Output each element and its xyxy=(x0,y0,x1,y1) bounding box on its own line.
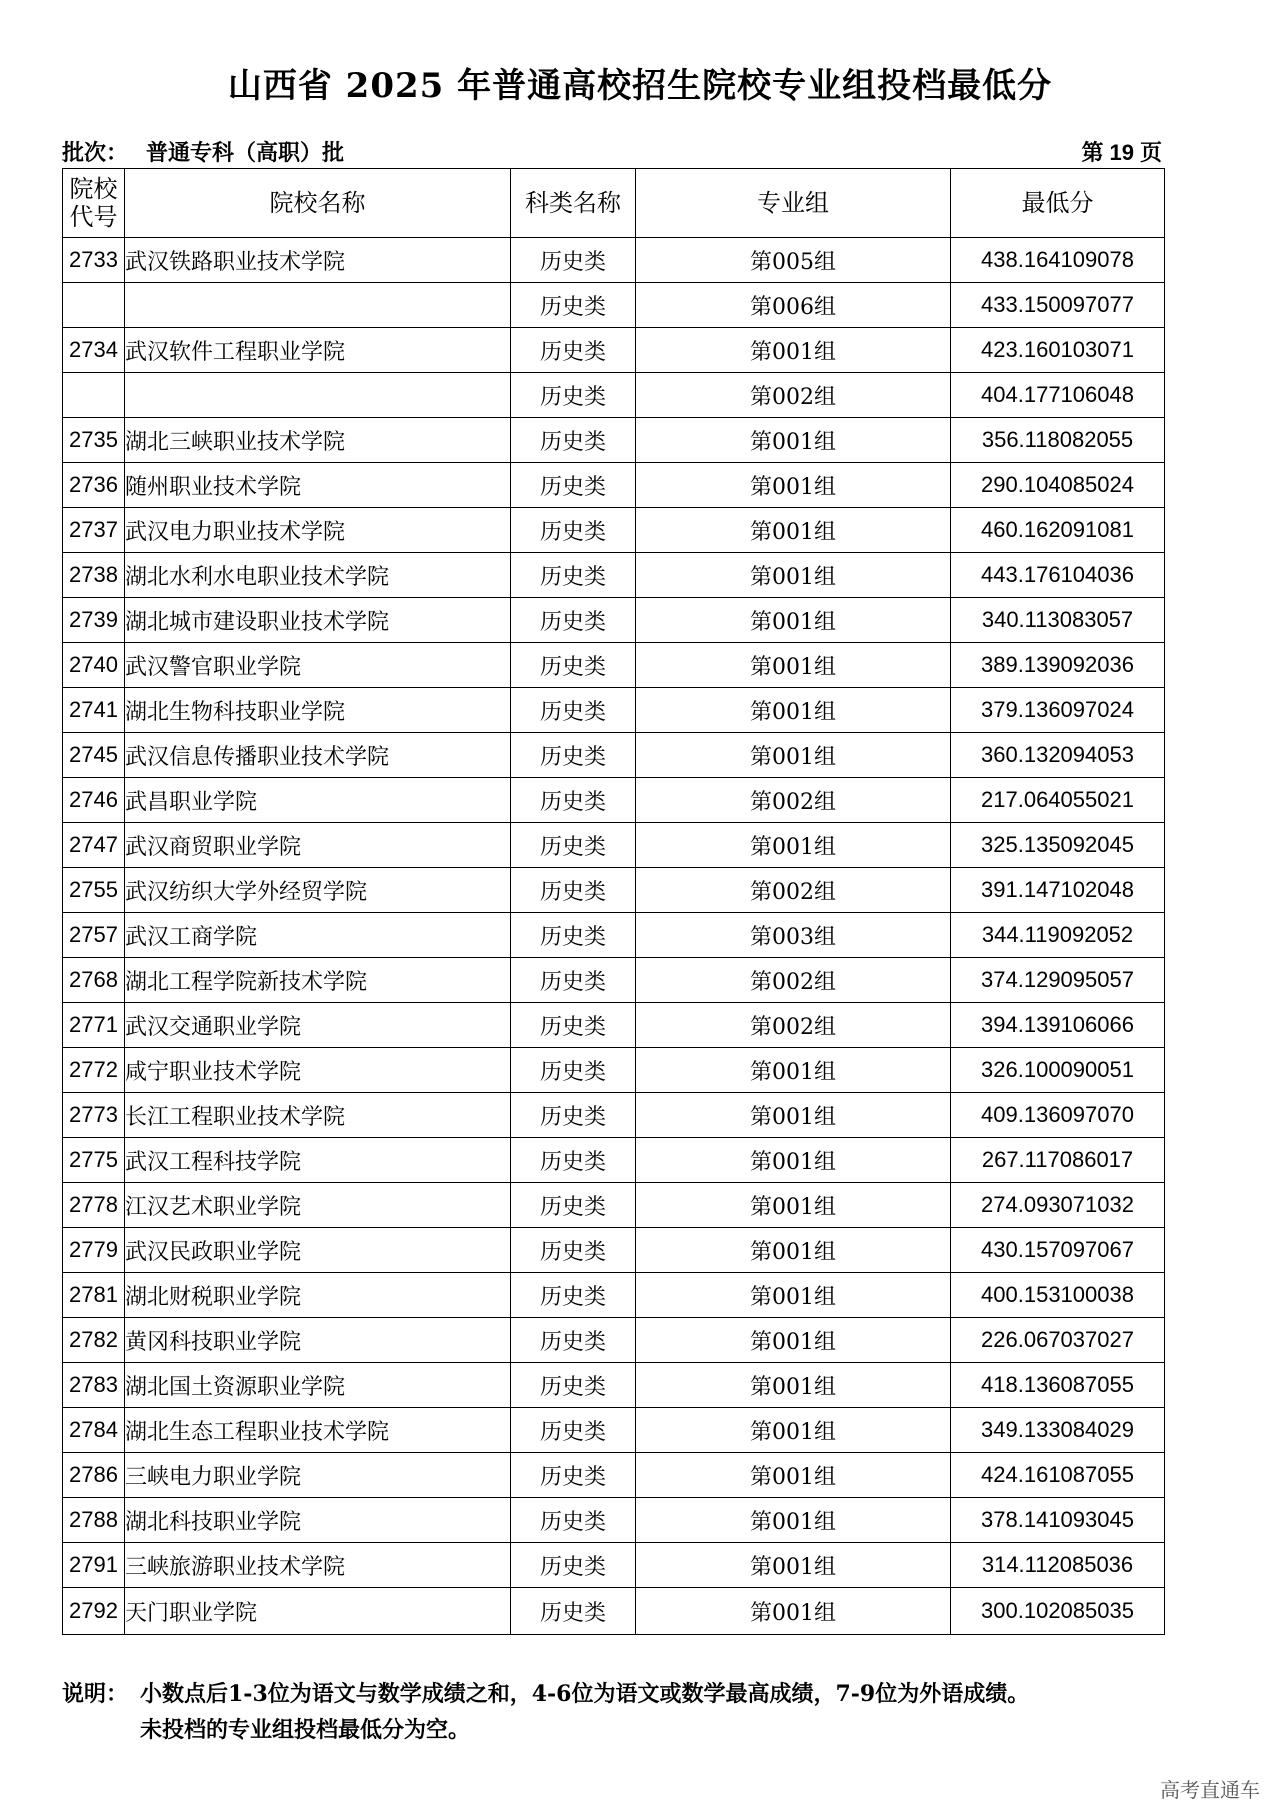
cell-category: 历史类 xyxy=(511,373,636,418)
notes-line-2: 未投档的专业组投档最低分为空。 xyxy=(140,1717,471,1743)
table-row xyxy=(63,373,1165,418)
notes-label: 说明： xyxy=(62,1681,129,1707)
cell-category: 历史类 xyxy=(511,733,636,778)
cell-category: 历史类 xyxy=(511,238,636,283)
cell-min-score: 267.117086017 xyxy=(951,1138,1165,1183)
cell-min-score: 418.136087055 xyxy=(951,1363,1165,1408)
cell-min-score: 340.113083057 xyxy=(951,598,1165,643)
cell-min-score: 424.161087055 xyxy=(951,1453,1165,1498)
cell-group: 第001组 xyxy=(636,1048,951,1093)
cell-category: 历史类 xyxy=(511,1408,636,1453)
cell-group: 第001组 xyxy=(636,1453,951,1498)
table-row xyxy=(63,508,1165,553)
cell-category: 历史类 xyxy=(511,1318,636,1363)
cell-min-score: 344.119092052 xyxy=(951,913,1165,958)
cell-code: 2781 xyxy=(63,1273,125,1318)
table-row xyxy=(63,1183,1165,1228)
page-number-value: 19 xyxy=(1109,140,1134,165)
cell-group: 第001组 xyxy=(636,1318,951,1363)
cell-code: 2740 xyxy=(63,643,125,688)
cell-school-name: 黄冈科技职业学院 xyxy=(125,1318,511,1363)
cell-group: 第001组 xyxy=(636,1273,951,1318)
watermark: 高考直通车 xyxy=(1160,1778,1260,1802)
cell-category: 历史类 xyxy=(511,1543,636,1588)
score-table xyxy=(62,168,1165,1635)
cell-code: 2739 xyxy=(63,598,125,643)
table-row xyxy=(63,598,1165,643)
cell-school-name: 咸宁职业技术学院 xyxy=(125,1048,511,1093)
cell-code xyxy=(63,283,125,328)
table-row xyxy=(63,1318,1165,1363)
cell-school-name: 湖北水利水电职业技术学院 xyxy=(125,553,511,598)
cell-school-name: 武汉交通职业学院 xyxy=(125,1003,511,1048)
table-row xyxy=(63,1588,1165,1635)
cell-min-score: 360.132094053 xyxy=(951,733,1165,778)
cell-category: 历史类 xyxy=(511,283,636,328)
cell-code: 2772 xyxy=(63,1048,125,1093)
cell-school-name xyxy=(125,283,511,328)
cell-category: 历史类 xyxy=(511,823,636,868)
cell-group: 第001组 xyxy=(636,508,951,553)
cell-school-name: 天门职业学院 xyxy=(125,1588,511,1635)
cell-code: 2755 xyxy=(63,868,125,913)
cell-school-name: 三峡电力职业学院 xyxy=(125,1453,511,1498)
cell-school-name: 武汉纺织大学外经贸学院 xyxy=(125,868,511,913)
cell-group: 第001组 xyxy=(636,1543,951,1588)
cell-category: 历史类 xyxy=(511,1588,636,1635)
page-suffix: 页 xyxy=(1139,140,1162,166)
table-row xyxy=(63,1543,1165,1588)
cell-group: 第002组 xyxy=(636,868,951,913)
cell-group: 第001组 xyxy=(636,1093,951,1138)
table-row xyxy=(63,553,1165,598)
cell-min-score: 349.133084029 xyxy=(951,1408,1165,1453)
cell-category: 历史类 xyxy=(511,868,636,913)
cell-group: 第001组 xyxy=(636,823,951,868)
cell-school-name: 三峡旅游职业技术学院 xyxy=(125,1543,511,1588)
batch-label: 批次： xyxy=(62,140,129,166)
cell-group: 第001组 xyxy=(636,418,951,463)
cell-code: 2773 xyxy=(63,1093,125,1138)
cell-min-score: 374.129095057 xyxy=(951,958,1165,1003)
table-row xyxy=(63,778,1165,823)
cell-min-score: 400.153100038 xyxy=(951,1273,1165,1318)
cell-school-name: 武汉工程科技学院 xyxy=(125,1138,511,1183)
cell-code: 2741 xyxy=(63,688,125,733)
cell-school-name: 湖北工程学院新技术学院 xyxy=(125,958,511,1003)
cell-category: 历史类 xyxy=(511,1138,636,1183)
cell-min-score: 409.136097070 xyxy=(951,1093,1165,1138)
cell-group: 第006组 xyxy=(636,283,951,328)
cell-min-score: 314.112085036 xyxy=(951,1543,1165,1588)
cell-min-score: 394.139106066 xyxy=(951,1003,1165,1048)
cell-code: 2738 xyxy=(63,553,125,598)
table-row xyxy=(63,238,1165,283)
cell-code: 2775 xyxy=(63,1138,125,1183)
cell-school-name: 武汉商贸职业学院 xyxy=(125,823,511,868)
header-code-label: 院校代号 xyxy=(69,175,118,231)
cell-code: 2745 xyxy=(63,733,125,778)
cell-category: 历史类 xyxy=(511,1228,636,1273)
table-row xyxy=(63,958,1165,1003)
cell-group: 第001组 xyxy=(636,1408,951,1453)
cell-min-score: 433.150097077 xyxy=(951,283,1165,328)
cell-category: 历史类 xyxy=(511,958,636,1003)
cell-min-score: 290.104085024 xyxy=(951,463,1165,508)
cell-group: 第002组 xyxy=(636,1003,951,1048)
cell-group: 第001组 xyxy=(636,643,951,688)
cell-code: 2746 xyxy=(63,778,125,823)
cell-code: 2734 xyxy=(63,328,125,373)
cell-school-name: 武汉电力职业技术学院 xyxy=(125,508,511,553)
table-row xyxy=(63,328,1165,373)
cell-group: 第001组 xyxy=(636,598,951,643)
cell-code: 2791 xyxy=(63,1543,125,1588)
table-row xyxy=(63,913,1165,958)
cell-school-name: 湖北生物科技职业学院 xyxy=(125,688,511,733)
cell-min-score: 325.135092045 xyxy=(951,823,1165,868)
cell-group: 第001组 xyxy=(636,1498,951,1543)
table-row xyxy=(63,1453,1165,1498)
header-category: 科类名称 xyxy=(511,169,636,238)
cell-min-score: 391.147102048 xyxy=(951,868,1165,913)
table-row xyxy=(63,733,1165,778)
cell-category: 历史类 xyxy=(511,1003,636,1048)
table-row xyxy=(63,1048,1165,1093)
cell-code: 2737 xyxy=(63,508,125,553)
cell-group: 第001组 xyxy=(636,733,951,778)
cell-group: 第001组 xyxy=(636,688,951,733)
table-row xyxy=(63,1363,1165,1408)
cell-group: 第001组 xyxy=(636,1138,951,1183)
table-row xyxy=(63,1408,1165,1453)
table-header-row xyxy=(63,169,1165,238)
cell-group: 第001组 xyxy=(636,1363,951,1408)
cell-group: 第002组 xyxy=(636,958,951,1003)
cell-code: 2788 xyxy=(63,1498,125,1543)
header-score: 最低分 xyxy=(951,169,1165,238)
cell-min-score: 378.141093045 xyxy=(951,1498,1165,1543)
cell-code: 2792 xyxy=(63,1588,125,1635)
cell-school-name: 湖北科技职业学院 xyxy=(125,1498,511,1543)
cell-school-name: 武汉软件工程职业学院 xyxy=(125,328,511,373)
cell-school-name: 长江工程职业技术学院 xyxy=(125,1093,511,1138)
cell-school-name: 武汉民政职业学院 xyxy=(125,1228,511,1273)
cell-code: 2786 xyxy=(63,1453,125,1498)
cell-category: 历史类 xyxy=(511,598,636,643)
cell-school-name: 湖北生态工程职业技术学院 xyxy=(125,1408,511,1453)
cell-school-name: 江汉艺术职业学院 xyxy=(125,1183,511,1228)
cell-category: 历史类 xyxy=(511,328,636,373)
cell-code: 2768 xyxy=(63,958,125,1003)
cell-school-name: 武昌职业学院 xyxy=(125,778,511,823)
cell-category: 历史类 xyxy=(511,688,636,733)
cell-school-name: 随州职业技术学院 xyxy=(125,463,511,508)
table-row xyxy=(63,463,1165,508)
cell-min-score: 460.162091081 xyxy=(951,508,1165,553)
cell-category: 历史类 xyxy=(511,553,636,598)
cell-min-score: 389.139092036 xyxy=(951,643,1165,688)
header-name: 院校名称 xyxy=(125,169,511,238)
table-row xyxy=(63,1228,1165,1273)
cell-school-name: 湖北国土资源职业学院 xyxy=(125,1363,511,1408)
table-row xyxy=(63,1273,1165,1318)
cell-group: 第001组 xyxy=(636,1588,951,1635)
cell-min-score: 438.164109078 xyxy=(951,238,1165,283)
cell-code: 2771 xyxy=(63,1003,125,1048)
cell-school-name: 湖北城市建设职业技术学院 xyxy=(125,598,511,643)
page-title: 山西省 2025 年普通高校招生院校专业组投档最低分 xyxy=(227,66,1053,106)
table-row xyxy=(63,418,1165,463)
cell-school-name: 湖北财税职业学院 xyxy=(125,1273,511,1318)
cell-category: 历史类 xyxy=(511,418,636,463)
cell-category: 历史类 xyxy=(511,463,636,508)
batch-info xyxy=(62,136,362,167)
cell-category: 历史类 xyxy=(511,1363,636,1408)
cell-category: 历史类 xyxy=(511,1183,636,1228)
cell-category: 历史类 xyxy=(511,913,636,958)
cell-code: 2733 xyxy=(63,238,125,283)
table-row xyxy=(63,823,1165,868)
cell-code: 2757 xyxy=(63,913,125,958)
table-row xyxy=(63,1138,1165,1183)
cell-min-score: 356.118082055 xyxy=(951,418,1165,463)
cell-min-score: 430.157097067 xyxy=(951,1228,1165,1273)
table-row xyxy=(63,868,1165,913)
table-row xyxy=(63,1093,1165,1138)
table-row xyxy=(63,1003,1165,1048)
page-prefix: 第 xyxy=(1081,140,1104,166)
page-number xyxy=(1081,136,1162,167)
header-group: 专业组 xyxy=(636,169,951,238)
cell-category: 历史类 xyxy=(511,1273,636,1318)
notes-line-1: 小数点后1-3位为语文与数学成绩之和，4-6位为语文或数学最高成绩，7-9位为外语成绩。 xyxy=(140,1681,1030,1707)
cell-min-score: 379.136097024 xyxy=(951,688,1165,733)
table-row xyxy=(63,643,1165,688)
cell-category: 历史类 xyxy=(511,1093,636,1138)
table-row xyxy=(63,688,1165,733)
cell-code: 2783 xyxy=(63,1363,125,1408)
cell-school-name: 武汉警官职业学院 xyxy=(125,643,511,688)
cell-min-score: 326.100090051 xyxy=(951,1048,1165,1093)
cell-code: 2779 xyxy=(63,1228,125,1273)
cell-group: 第001组 xyxy=(636,1183,951,1228)
cell-min-score: 404.177106048 xyxy=(951,373,1165,418)
header-code xyxy=(63,169,125,238)
table-row xyxy=(63,283,1165,328)
cell-group: 第002组 xyxy=(636,778,951,823)
cell-group: 第003组 xyxy=(636,913,951,958)
cell-school-name: 武汉信息传播职业技术学院 xyxy=(125,733,511,778)
batch-header xyxy=(62,136,1162,168)
cell-category: 历史类 xyxy=(511,508,636,553)
cell-min-score: 300.102085035 xyxy=(951,1588,1165,1635)
cell-group: 第001组 xyxy=(636,553,951,598)
batch-value: 普通专科（高职）批 xyxy=(146,140,345,166)
cell-code: 2735 xyxy=(63,418,125,463)
cell-min-score: 217.064055021 xyxy=(951,778,1165,823)
cell-school-name: 武汉铁路职业技术学院 xyxy=(125,238,511,283)
cell-category: 历史类 xyxy=(511,643,636,688)
cell-group: 第001组 xyxy=(636,463,951,508)
cell-min-score: 274.093071032 xyxy=(951,1183,1165,1228)
cell-school-name: 武汉工商学院 xyxy=(125,913,511,958)
cell-code: 2782 xyxy=(63,1318,125,1363)
cell-code: 2747 xyxy=(63,823,125,868)
cell-category: 历史类 xyxy=(511,778,636,823)
cell-code: 2736 xyxy=(63,463,125,508)
cell-code: 2778 xyxy=(63,1183,125,1228)
cell-category: 历史类 xyxy=(511,1498,636,1543)
cell-group: 第002组 xyxy=(636,373,951,418)
cell-school-name xyxy=(125,373,511,418)
table-row xyxy=(63,1498,1165,1543)
cell-group: 第005组 xyxy=(636,238,951,283)
cell-code xyxy=(63,373,125,418)
cell-group: 第001组 xyxy=(636,328,951,373)
cell-group: 第001组 xyxy=(636,1228,951,1273)
cell-min-score: 443.176104036 xyxy=(951,553,1165,598)
cell-min-score: 423.160103071 xyxy=(951,328,1165,373)
cell-school-name: 湖北三峡职业技术学院 xyxy=(125,418,511,463)
cell-code: 2784 xyxy=(63,1408,125,1453)
cell-min-score: 226.067037027 xyxy=(951,1318,1165,1363)
cell-category: 历史类 xyxy=(511,1453,636,1498)
cell-category: 历史类 xyxy=(511,1048,636,1093)
